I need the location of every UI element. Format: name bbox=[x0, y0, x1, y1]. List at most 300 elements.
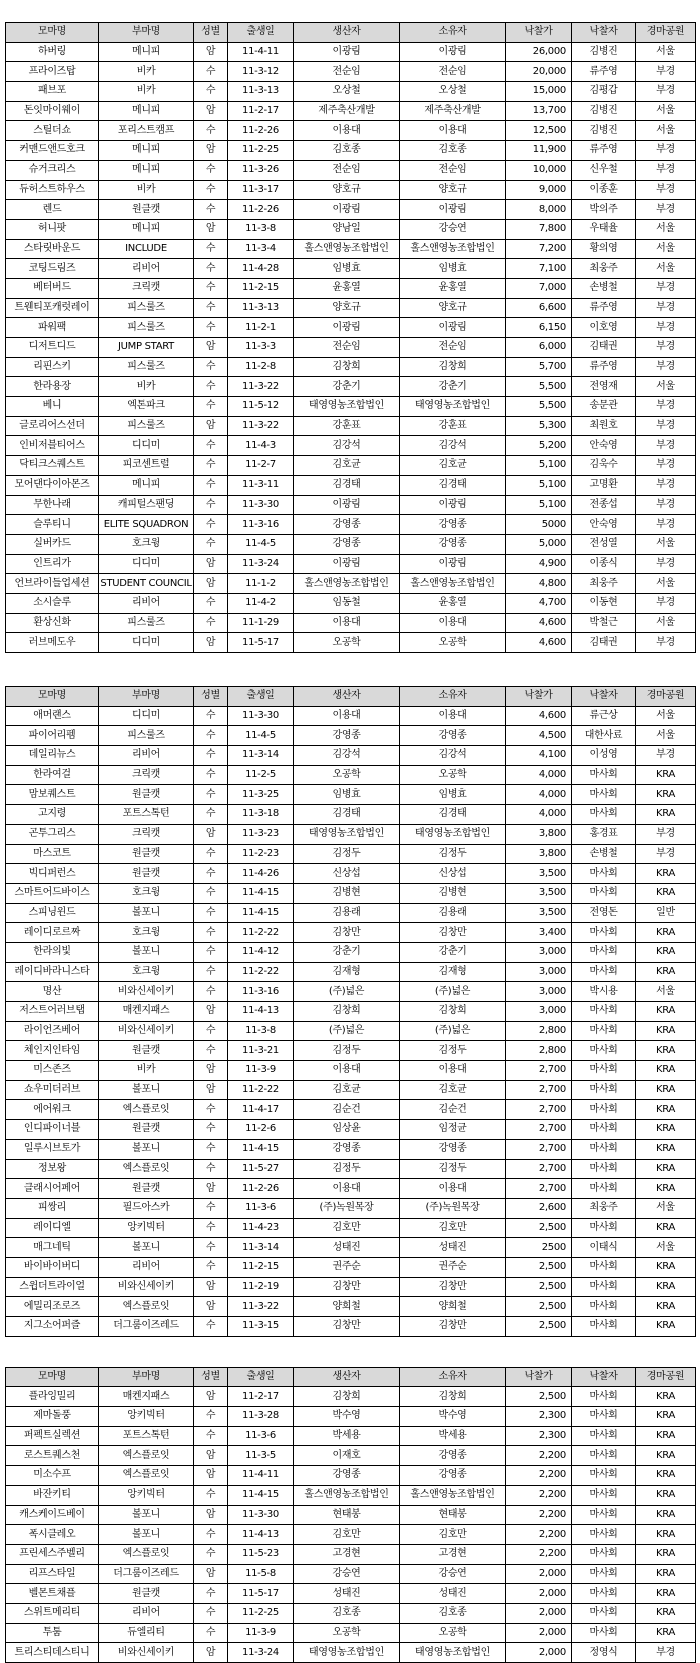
cell-buyer: 박철근 bbox=[572, 613, 636, 633]
table-row bbox=[6, 706, 696, 726]
cell-buyer: 마사회 bbox=[572, 864, 636, 884]
cell-dam-name: 실버카드 bbox=[6, 534, 99, 554]
cell-sire-name: INCLUDE bbox=[99, 239, 194, 259]
table-row bbox=[6, 824, 696, 844]
cell-sire-name: 피스룰즈 bbox=[99, 298, 194, 318]
cell-buyer: 안숙영 bbox=[572, 515, 636, 535]
cell-price: 3,000 bbox=[506, 942, 572, 962]
cell-owner: 김창희 bbox=[400, 1002, 506, 1022]
cell-sire-name: 포리스트캠프 bbox=[99, 121, 194, 141]
cell-sire-name: 엑스플로잇 bbox=[99, 1466, 194, 1486]
cell-racecourse: 서울 bbox=[636, 377, 696, 397]
cell-owner: 이용대 bbox=[400, 121, 506, 141]
cell-owner: 김강석 bbox=[400, 436, 506, 456]
cell-dam-name: 러브메도우 bbox=[6, 633, 99, 653]
table-row bbox=[6, 765, 696, 785]
table-row bbox=[6, 746, 696, 766]
cell-sex: 암 bbox=[194, 633, 228, 653]
cell-racecourse: 부경 bbox=[636, 1643, 696, 1663]
table-row bbox=[6, 160, 696, 180]
table-row bbox=[6, 1466, 696, 1486]
cell-racecourse: KRA bbox=[636, 1407, 696, 1427]
cell-buyer: 정영식 bbox=[572, 1643, 636, 1663]
cell-sex: 암 bbox=[194, 1643, 228, 1663]
cell-sex: 수 bbox=[194, 397, 228, 417]
cell-buyer: 최웅주 bbox=[572, 259, 636, 279]
cell-breeder: 윤홍열 bbox=[294, 278, 400, 298]
cell-buyer: 마사회 bbox=[572, 1446, 636, 1466]
cell-birth-date: 11-4-2 bbox=[228, 593, 294, 613]
cell-sire-name: 볼포니 bbox=[99, 1505, 194, 1525]
cell-dam-name: 프라이즈탑 bbox=[6, 62, 99, 82]
cell-owner: 박세용 bbox=[400, 1426, 506, 1446]
cell-dam-name: 벨몬트채플 bbox=[6, 1584, 99, 1604]
cell-price: 5,100 bbox=[506, 475, 572, 495]
cell-buyer: 고명환 bbox=[572, 475, 636, 495]
cell-sex: 암 bbox=[194, 1297, 228, 1317]
cell-owner: 고경현 bbox=[400, 1544, 506, 1564]
cell-price: 2,700 bbox=[506, 1080, 572, 1100]
cell-buyer: 이태식 bbox=[572, 1238, 636, 1258]
cell-sire-name: 리비어 bbox=[99, 1603, 194, 1623]
table-row bbox=[6, 180, 696, 200]
column-header-racecourse: 경마공원 bbox=[636, 687, 696, 707]
cell-breeder: 강영종 bbox=[294, 1139, 400, 1159]
table-spacer bbox=[5, 1337, 695, 1367]
cell-birth-date: 11-2-19 bbox=[228, 1277, 294, 1297]
cell-breeder: 김창만 bbox=[294, 923, 400, 943]
cell-racecourse: 서울 bbox=[636, 121, 696, 141]
cell-buyer: 마사회 bbox=[572, 1120, 636, 1140]
cell-owner: 김용래 bbox=[400, 903, 506, 923]
cell-price: 2,000 bbox=[506, 1564, 572, 1584]
cell-sex: 암 bbox=[194, 574, 228, 594]
cell-dam-name: 소시슬루 bbox=[6, 593, 99, 613]
cell-breeder: 김순건 bbox=[294, 1100, 400, 1120]
cell-price: 2,700 bbox=[506, 1061, 572, 1081]
cell-dam-name: 일루시브토가 bbox=[6, 1139, 99, 1159]
cell-birth-date: 11-4-15 bbox=[228, 903, 294, 923]
table-row bbox=[6, 844, 696, 864]
cell-sire-name: 비와신세이키 bbox=[99, 1643, 194, 1663]
cell-owner: 김호종 bbox=[400, 141, 506, 161]
cell-price: 3,800 bbox=[506, 844, 572, 864]
column-header-birth-date: 출생일 bbox=[228, 687, 294, 707]
cell-birth-date: 11-5-27 bbox=[228, 1159, 294, 1179]
cell-birth-date: 11-3-22 bbox=[228, 416, 294, 436]
cell-owner: 권주순 bbox=[400, 1257, 506, 1277]
cell-breeder: 홀스앤영농조합법인 bbox=[294, 574, 400, 594]
table-row bbox=[6, 436, 696, 456]
cell-price: 5,500 bbox=[506, 397, 572, 417]
cell-buyer: 마사회 bbox=[572, 1041, 636, 1061]
cell-sex: 수 bbox=[194, 1100, 228, 1120]
cell-birth-date: 11-2-8 bbox=[228, 357, 294, 377]
cell-birth-date: 11-2-22 bbox=[228, 1080, 294, 1100]
cell-dam-name: 한라의빛 bbox=[6, 942, 99, 962]
cell-sex: 수 bbox=[194, 278, 228, 298]
cell-sex: 암 bbox=[194, 1446, 228, 1466]
cell-sex: 암 bbox=[194, 824, 228, 844]
column-header-dam-name: 모마명 bbox=[6, 1367, 99, 1387]
table-row bbox=[6, 1297, 696, 1317]
table-row bbox=[6, 1238, 696, 1258]
cell-dam-name: 지그소어퍼즐 bbox=[6, 1317, 99, 1337]
table-row bbox=[6, 534, 696, 554]
cell-owner: 강영종 bbox=[400, 1139, 506, 1159]
cell-buyer: 김욱수 bbox=[572, 456, 636, 476]
cell-racecourse: KRA bbox=[636, 1179, 696, 1199]
table-row bbox=[6, 1317, 696, 1337]
cell-dam-name: 맘보퀘스트 bbox=[6, 785, 99, 805]
cell-buyer: 신우철 bbox=[572, 160, 636, 180]
column-header-sex: 성별 bbox=[194, 687, 228, 707]
cell-racecourse: 부경 bbox=[636, 318, 696, 338]
cell-sire-name: 원클캣 bbox=[99, 1179, 194, 1199]
cell-breeder: 신상섭 bbox=[294, 864, 400, 884]
cell-birth-date: 11-3-13 bbox=[228, 82, 294, 102]
cell-owner: 전순임 bbox=[400, 62, 506, 82]
table-row bbox=[6, 1061, 696, 1081]
cell-buyer: 마사회 bbox=[572, 1623, 636, 1643]
cell-breeder: 강영종 bbox=[294, 534, 400, 554]
cell-racecourse: KRA bbox=[636, 785, 696, 805]
cell-dam-name: 스타릿바운드 bbox=[6, 239, 99, 259]
cell-sire-name: ELITE SQUADRON bbox=[99, 515, 194, 535]
cell-owner: 오공학 bbox=[400, 633, 506, 653]
cell-owner: 오공학 bbox=[400, 765, 506, 785]
cell-racecourse: KRA bbox=[636, 1544, 696, 1564]
cell-racecourse: 서울 bbox=[636, 1238, 696, 1258]
cell-price: 15,000 bbox=[506, 82, 572, 102]
cell-birth-date: 11-2-15 bbox=[228, 278, 294, 298]
cell-breeder: 고경현 bbox=[294, 1544, 400, 1564]
cell-sire-name: 원클캣 bbox=[99, 864, 194, 884]
cell-sire-name: 메니피 bbox=[99, 160, 194, 180]
table-row bbox=[6, 1446, 696, 1466]
cell-sire-name: 리비어 bbox=[99, 1257, 194, 1277]
cell-price: 13,700 bbox=[506, 101, 572, 121]
cell-racecourse: KRA bbox=[636, 1061, 696, 1081]
cell-sire-name: 디디미 bbox=[99, 633, 194, 653]
cell-price: 2500 bbox=[506, 1238, 572, 1258]
cell-breeder: 이용대 bbox=[294, 121, 400, 141]
cell-sire-name: 볼포니 bbox=[99, 1238, 194, 1258]
cell-owner: 김경태 bbox=[400, 805, 506, 825]
cell-birth-date: 11-3-22 bbox=[228, 1297, 294, 1317]
cell-owner: 김재형 bbox=[400, 962, 506, 982]
cell-breeder: 김경태 bbox=[294, 805, 400, 825]
cell-sire-name: 볼포니 bbox=[99, 1080, 194, 1100]
cell-birth-date: 11-2-15 bbox=[228, 1257, 294, 1277]
cell-birth-date: 11-2-6 bbox=[228, 1120, 294, 1140]
cell-buyer: 류주영 bbox=[572, 62, 636, 82]
cell-racecourse: 서울 bbox=[636, 219, 696, 239]
cell-dam-name: 하버링 bbox=[6, 42, 99, 62]
table-row bbox=[6, 416, 696, 436]
cell-sex: 암 bbox=[194, 1466, 228, 1486]
table-row bbox=[6, 1139, 696, 1159]
cell-dam-name: 슬루티니 bbox=[6, 515, 99, 535]
cell-birth-date: 11-3-15 bbox=[228, 1317, 294, 1337]
cell-birth-date: 11-4-5 bbox=[228, 534, 294, 554]
column-header-dam-name: 모마명 bbox=[6, 23, 99, 43]
cell-price: 2,500 bbox=[506, 1317, 572, 1337]
table-row bbox=[6, 805, 696, 825]
cell-dam-name: 글로리어스선더 bbox=[6, 416, 99, 436]
table-row bbox=[6, 1525, 696, 1545]
table-spacer bbox=[5, 653, 695, 686]
table-row bbox=[6, 1544, 696, 1564]
cell-sex: 수 bbox=[194, 1623, 228, 1643]
cell-breeder: 임병효 bbox=[294, 785, 400, 805]
cell-sire-name: 피스룰즈 bbox=[99, 726, 194, 746]
cell-sex: 수 bbox=[194, 706, 228, 726]
cell-owner: 이용대 bbox=[400, 1179, 506, 1199]
cell-dam-name: 클래시어페어 bbox=[6, 1179, 99, 1199]
cell-buyer: 마사회 bbox=[572, 1603, 636, 1623]
cell-price: 3,500 bbox=[506, 903, 572, 923]
table-row bbox=[6, 923, 696, 943]
cell-sire-name: 디디미 bbox=[99, 436, 194, 456]
cell-price: 4,900 bbox=[506, 554, 572, 574]
cell-owner: 윤홍열 bbox=[400, 278, 506, 298]
cell-owner: 강승연 bbox=[400, 1564, 506, 1584]
cell-breeder: 김호만 bbox=[294, 1218, 400, 1238]
cell-sex: 수 bbox=[194, 82, 228, 102]
cell-price: 4,700 bbox=[506, 593, 572, 613]
cell-breeder: 이광림 bbox=[294, 554, 400, 574]
column-header-buyer: 낙찰자 bbox=[572, 1367, 636, 1387]
cell-price: 6,600 bbox=[506, 298, 572, 318]
cell-owner: 김호균 bbox=[400, 456, 506, 476]
cell-buyer: 마사회 bbox=[572, 765, 636, 785]
cell-buyer: 마사회 bbox=[572, 1505, 636, 1525]
cell-birth-date: 11-3-30 bbox=[228, 706, 294, 726]
cell-owner: 전순임 bbox=[400, 160, 506, 180]
cell-owner: 임병효 bbox=[400, 785, 506, 805]
cell-racecourse: KRA bbox=[636, 1041, 696, 1061]
cell-buyer: 안숙영 bbox=[572, 436, 636, 456]
cell-breeder: 이용대 bbox=[294, 706, 400, 726]
cell-owner: 이용대 bbox=[400, 1061, 506, 1081]
cell-price: 2,700 bbox=[506, 1159, 572, 1179]
cell-price: 7,000 bbox=[506, 278, 572, 298]
cell-breeder: 성태진 bbox=[294, 1238, 400, 1258]
cell-racecourse: KRA bbox=[636, 1466, 696, 1486]
cell-breeder: 제주축산개발 bbox=[294, 101, 400, 121]
cell-breeder: 김재형 bbox=[294, 962, 400, 982]
cell-buyer: 마사회 bbox=[572, 1387, 636, 1407]
cell-price: 5,700 bbox=[506, 357, 572, 377]
cell-birth-date: 11-2-22 bbox=[228, 923, 294, 943]
cell-sex: 수 bbox=[194, 1021, 228, 1041]
cell-breeder: 김병현 bbox=[294, 883, 400, 903]
cell-owner: 김호종 bbox=[400, 1603, 506, 1623]
cell-birth-date: 11-3-14 bbox=[228, 1238, 294, 1258]
cell-dam-name: 스틸더쇼 bbox=[6, 121, 99, 141]
cell-buyer: 마사회 bbox=[572, 1021, 636, 1041]
cell-price: 2,000 bbox=[506, 1623, 572, 1643]
cell-racecourse: KRA bbox=[636, 1603, 696, 1623]
cell-owner: 강영종 bbox=[400, 515, 506, 535]
table-row bbox=[6, 200, 696, 220]
cell-owner: 오상철 bbox=[400, 82, 506, 102]
cell-racecourse: 서울 bbox=[636, 982, 696, 1002]
cell-sex: 수 bbox=[194, 883, 228, 903]
cell-dam-name: 빅디퍼런스 bbox=[6, 864, 99, 884]
cell-racecourse: 서울 bbox=[636, 101, 696, 121]
cell-racecourse: KRA bbox=[636, 1426, 696, 1446]
cell-buyer: 이종훈 bbox=[572, 180, 636, 200]
cell-breeder: 전순임 bbox=[294, 160, 400, 180]
cell-birth-date: 11-3-26 bbox=[228, 160, 294, 180]
cell-dam-name: 모어댄다이아몬즈 bbox=[6, 475, 99, 495]
cell-dam-name: 환상신화 bbox=[6, 613, 99, 633]
cell-owner: 강영종 bbox=[400, 1446, 506, 1466]
cell-racecourse: KRA bbox=[636, 1218, 696, 1238]
cell-breeder: 강춘기 bbox=[294, 942, 400, 962]
cell-owner: 양호규 bbox=[400, 298, 506, 318]
cell-buyer: 마사회 bbox=[572, 1139, 636, 1159]
table-row bbox=[6, 1257, 696, 1277]
table-row bbox=[6, 942, 696, 962]
cell-sex: 수 bbox=[194, 805, 228, 825]
cell-buyer: 마사회 bbox=[572, 1407, 636, 1427]
cell-owner: 이광림 bbox=[400, 200, 506, 220]
cell-owner: 신상섭 bbox=[400, 864, 506, 884]
table-row bbox=[6, 613, 696, 633]
cell-owner: 김순건 bbox=[400, 1100, 506, 1120]
cell-sex: 수 bbox=[194, 534, 228, 554]
cell-sex: 수 bbox=[194, 318, 228, 338]
cell-sex: 수 bbox=[194, 121, 228, 141]
cell-racecourse: KRA bbox=[636, 864, 696, 884]
column-header-price: 낙찰가 bbox=[506, 687, 572, 707]
cell-owner: 김창희 bbox=[400, 1387, 506, 1407]
cell-sire-name: 앙키빅터 bbox=[99, 1218, 194, 1238]
cell-racecourse: KRA bbox=[636, 1564, 696, 1584]
cell-sex: 암 bbox=[194, 1387, 228, 1407]
cell-dam-name: 인트리가 bbox=[6, 554, 99, 574]
cell-sire-name: 비카 bbox=[99, 180, 194, 200]
table-row bbox=[6, 903, 696, 923]
cell-sire-name: 크릭캣 bbox=[99, 278, 194, 298]
table-row bbox=[6, 298, 696, 318]
cell-price: 3,000 bbox=[506, 962, 572, 982]
cell-sire-name: STUDENT COUNCIL bbox=[99, 574, 194, 594]
cell-sex: 수 bbox=[194, 1238, 228, 1258]
cell-buyer: 박의주 bbox=[572, 200, 636, 220]
cell-birth-date: 11-2-25 bbox=[228, 1603, 294, 1623]
cell-price: 3,000 bbox=[506, 982, 572, 1002]
table-row bbox=[6, 1041, 696, 1061]
cell-sire-name: 엑스플로잇 bbox=[99, 1446, 194, 1466]
cell-racecourse: 부경 bbox=[636, 141, 696, 161]
table-row bbox=[6, 785, 696, 805]
cell-breeder: 성태진 bbox=[294, 1584, 400, 1604]
cell-sex: 암 bbox=[194, 1277, 228, 1297]
cell-sex: 수 bbox=[194, 1544, 228, 1564]
cell-sex: 암 bbox=[194, 338, 228, 358]
cell-owner: 태영영농조합법인 bbox=[400, 824, 506, 844]
cell-breeder: 전순임 bbox=[294, 62, 400, 82]
cell-breeder: 김창만 bbox=[294, 1277, 400, 1297]
table-row bbox=[6, 495, 696, 515]
table-row bbox=[6, 1623, 696, 1643]
cell-sire-name: JUMP START bbox=[99, 338, 194, 358]
table-row bbox=[6, 101, 696, 121]
cell-dam-name: 레이디로르짜 bbox=[6, 923, 99, 943]
column-header-birth-date: 출생일 bbox=[228, 23, 294, 43]
cell-birth-date: 11-3-22 bbox=[228, 377, 294, 397]
table-row bbox=[6, 1179, 696, 1199]
cell-owner: 태영영농조합법인 bbox=[400, 1643, 506, 1663]
cell-breeder: (주)녹원목장 bbox=[294, 1198, 400, 1218]
column-header-buyer: 낙찰자 bbox=[572, 23, 636, 43]
cell-owner: 이광림 bbox=[400, 42, 506, 62]
cell-breeder: 홀스앤영농조합법인 bbox=[294, 239, 400, 259]
cell-sire-name: 듀엘리티 bbox=[99, 1623, 194, 1643]
cell-owner: 김호균 bbox=[400, 1080, 506, 1100]
cell-breeder: 이용대 bbox=[294, 613, 400, 633]
cell-price: 2,700 bbox=[506, 1120, 572, 1140]
cell-price: 3,500 bbox=[506, 883, 572, 903]
cell-price: 12,500 bbox=[506, 121, 572, 141]
cell-breeder: 이광림 bbox=[294, 318, 400, 338]
cell-breeder: 오공학 bbox=[294, 765, 400, 785]
cell-owner: 김경태 bbox=[400, 475, 506, 495]
cell-birth-date: 11-4-3 bbox=[228, 436, 294, 456]
cell-birth-date: 11-3-16 bbox=[228, 515, 294, 535]
cell-birth-date: 11-3-12 bbox=[228, 62, 294, 82]
cell-dam-name: 코팅드림즈 bbox=[6, 259, 99, 279]
cell-racecourse: KRA bbox=[636, 1139, 696, 1159]
cell-birth-date: 11-2-17 bbox=[228, 1387, 294, 1407]
cell-dam-name: 라이언즈베어 bbox=[6, 1021, 99, 1041]
cell-price: 5000 bbox=[506, 515, 572, 535]
cell-dam-name: 언브라이들업세션 bbox=[6, 574, 99, 594]
cell-dam-name: 저스트어러브탭 bbox=[6, 1002, 99, 1022]
cell-buyer: 손병철 bbox=[572, 844, 636, 864]
cell-birth-date: 11-3-30 bbox=[228, 1505, 294, 1525]
cell-sex: 수 bbox=[194, 1257, 228, 1277]
cell-owner: 홀스앤영농조합법인 bbox=[400, 1485, 506, 1505]
cell-racecourse: KRA bbox=[636, 1080, 696, 1100]
cell-buyer: 박시용 bbox=[572, 982, 636, 1002]
cell-sire-name: 디디미 bbox=[99, 706, 194, 726]
cell-sex: 수 bbox=[194, 903, 228, 923]
cell-owner: 강영종 bbox=[400, 726, 506, 746]
cell-racecourse: 서울 bbox=[636, 259, 696, 279]
cell-racecourse: 서울 bbox=[636, 726, 696, 746]
cell-price: 8,000 bbox=[506, 200, 572, 220]
cell-racecourse: KRA bbox=[636, 1505, 696, 1525]
cell-buyer: 마사회 bbox=[572, 1159, 636, 1179]
cell-dam-name: 듀허스트하우스 bbox=[6, 180, 99, 200]
cell-dam-name: 바이바이버디 bbox=[6, 1257, 99, 1277]
table-row bbox=[6, 593, 696, 613]
cell-birth-date: 11-4-15 bbox=[228, 1139, 294, 1159]
cell-sire-name: 크릭캣 bbox=[99, 765, 194, 785]
cell-breeder: 김호만 bbox=[294, 1525, 400, 1545]
cell-buyer: 이성영 bbox=[572, 746, 636, 766]
cell-birth-date: 11-4-13 bbox=[228, 1002, 294, 1022]
cell-breeder: 박세용 bbox=[294, 1426, 400, 1446]
cell-sire-name: 리비어 bbox=[99, 746, 194, 766]
cell-breeder: 김경태 bbox=[294, 475, 400, 495]
cell-sire-name: 메니피 bbox=[99, 141, 194, 161]
